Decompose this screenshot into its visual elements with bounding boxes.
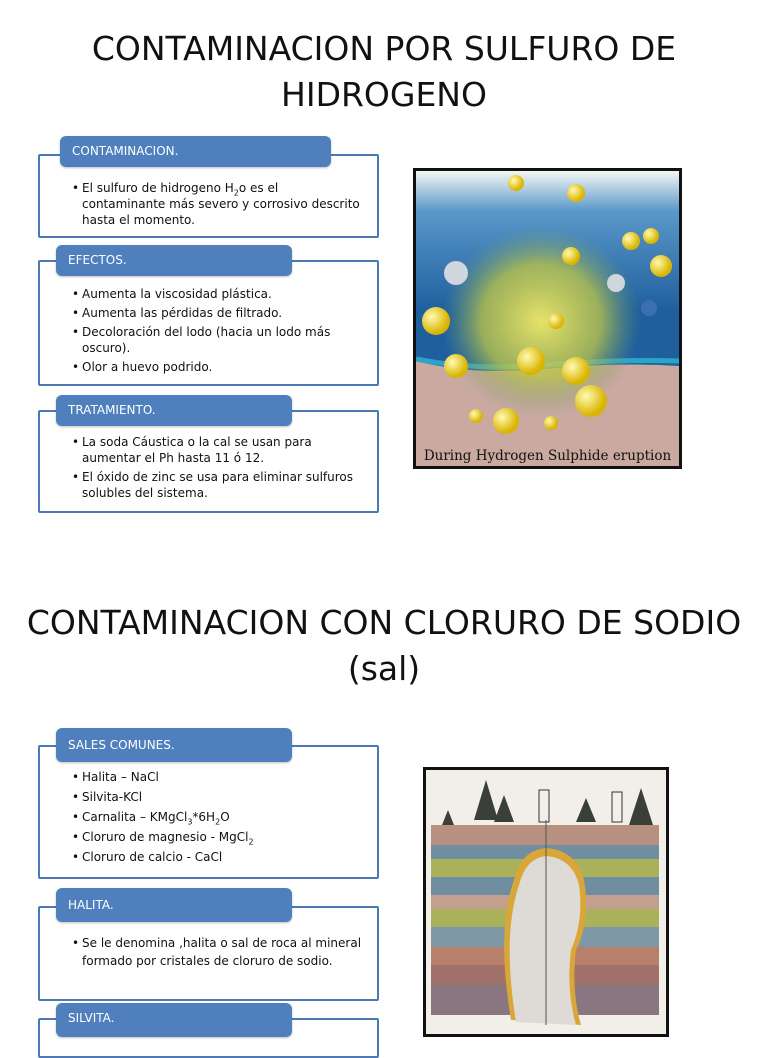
subscript: 3 [187, 817, 193, 827]
bullet-text: La soda Cáustica o la cal se usan para aumentar el Ph hasta 11 ó 12. [82, 435, 312, 465]
section-box [38, 745, 379, 879]
bullet-text: o es el contaminante más severo y corrosivo descrito hasta el momento. [82, 181, 360, 227]
subscript: 2 [233, 188, 239, 198]
bullet-text: Decoloración del lodo (hacia un lodo más oscuro). [82, 325, 331, 355]
bullet-text: Carnalita – KMgCl [82, 810, 188, 824]
bullet-item [74, 789, 363, 806]
bullet-item [74, 359, 363, 375]
bullet-text: Cloruro de calcio - CaCl [82, 850, 223, 864]
bullet-text: Aumenta la viscosidad plástica. [82, 287, 272, 301]
section-header: HALITA. [56, 888, 292, 922]
slide1-title: CONTAMINACION POR SULFURO DE HIDROGENO [91, 29, 677, 114]
bullet-item [74, 305, 363, 321]
bullet-item [74, 849, 363, 866]
bullet-text: Halita – NaCl [82, 770, 159, 784]
section-header: CONTAMINACION. [60, 136, 331, 167]
bullet-text: Silvita-KCl [82, 790, 143, 804]
section-box [38, 260, 379, 386]
bullet-text: El sulfuro de hidrogeno H [82, 181, 234, 195]
subscript: 2 [248, 837, 254, 847]
image-caption: During Hydrogen Sulphide eruption [423, 448, 672, 464]
bullet-item [74, 934, 363, 970]
bullet-item [74, 286, 363, 302]
slide2-title: CONTAMINACION CON CLORURO DE SODIO (sal) [26, 603, 742, 688]
bullet-text: Cloruro de magnesio - MgCl [82, 830, 249, 844]
bullet-text: Olor a huevo podrido. [82, 360, 213, 374]
h2s-illustration [416, 171, 679, 466]
bullet-text: El óxido de zinc se usa para eliminar sulfuros solubles del sistema. [82, 470, 353, 500]
bullet-list [74, 286, 363, 378]
section-header: TRATAMIENTO. [56, 395, 292, 426]
bullet-item [74, 469, 363, 501]
salt-dome-illustration [426, 770, 666, 1034]
section-header: SALES COMUNES. [56, 728, 292, 762]
bullet-item [74, 180, 363, 228]
bullet-item [74, 434, 363, 466]
h2s-eruption-image [413, 168, 682, 469]
bullet-list [74, 769, 363, 869]
salt-dome-image [423, 767, 669, 1037]
subscript: 2 [215, 817, 221, 827]
bullet-item [74, 769, 363, 786]
bullet-list [74, 180, 363, 231]
bullet-text: Aumenta las pérdidas de filtrado. [82, 306, 283, 320]
bullet-item [74, 324, 363, 356]
bullet-text: Se le denomina ,halita o sal de roca al mineral formado por cristales de cloruro de sodio. [82, 936, 362, 968]
bullet-text: O [220, 810, 230, 824]
bullet-list [74, 434, 363, 504]
bullet-item [74, 829, 363, 846]
section-header: EFECTOS. [56, 245, 292, 276]
bullet-text: *6H [192, 810, 216, 824]
bullet-item [74, 809, 363, 826]
section-header: SILVITA. [56, 1003, 292, 1037]
bullet-list [74, 934, 363, 973]
